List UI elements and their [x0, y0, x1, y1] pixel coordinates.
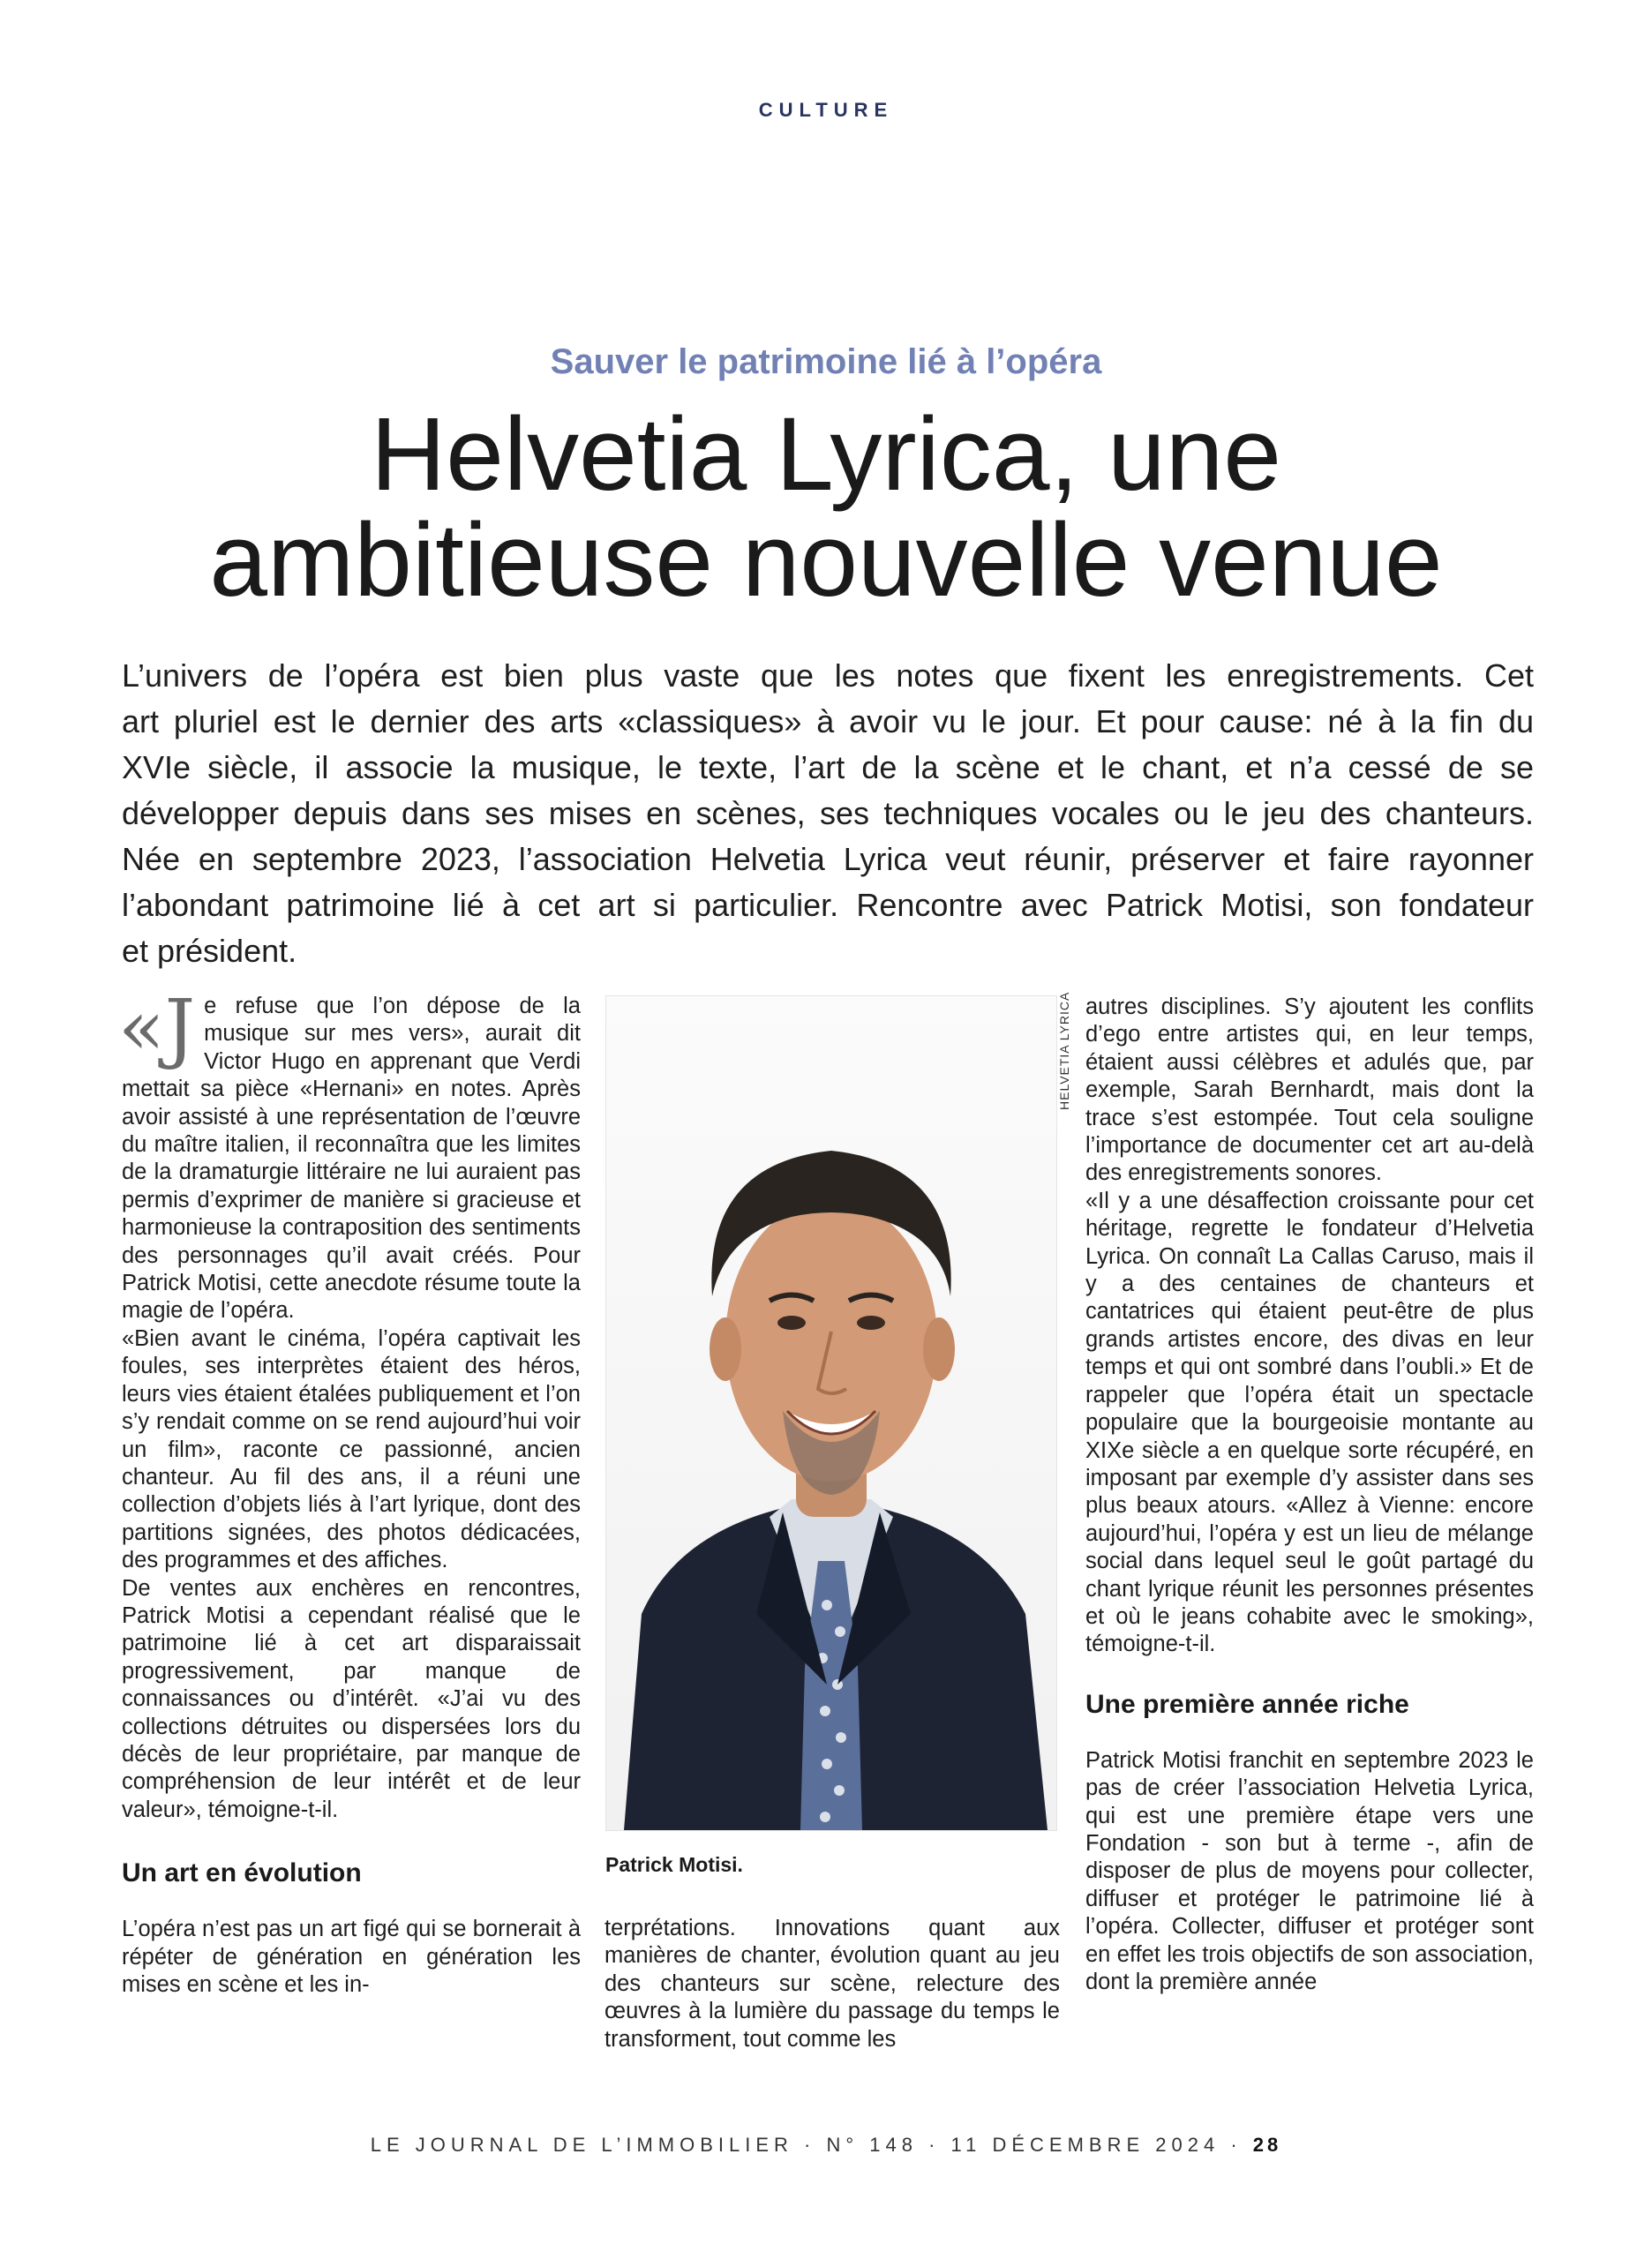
body-paragraph: terprétations. Innovations quant aux manières de chanter, évolution quant au jeu des chanteurs sur scène, relecture des œuvres à la lumière du passage du temps le transforment, tout comme les: [604, 1916, 1060, 2052]
photo-caption: Patrick Motisi.: [605, 1853, 743, 1876]
lead-line: L’univers de l’opéra est bien plus vaste que les notes que fixent les enregistrements. Cet: [122, 657, 1534, 694]
headline-line-2: ambitieuse nouvelle venue: [209, 502, 1443, 619]
body-paragraph: L’opéra n’est pas un art figé qui se bornerait à répéter de génération en génération les mises en scène et les in-: [122, 1917, 581, 1997]
lead-line: art pluriel est le dernier des arts «classiques» à avoir vu le jour. Et pour cause: né à la fin du: [122, 703, 1534, 739]
subheading: Une première année riche: [1085, 1689, 1409, 1719]
body-paragraph: «Bien avant le cinéma, l’opéra captivait les foules, ses interprètes étaient des héros, leurs vies étaient étalées publiquement et l’on s’y rendait comme on se rend aujourd’hui voir un film», raconte ce passionné, ancien chanteur. Au fil des ans, il a réuni une collection d’objets liés à l’art lyrique, dont des partitions signées, des photos dédicacées, des programmes et des affiches.: [122, 1325, 581, 1573]
lead-line: XVIe siècle, il associe la musique, le texte, l’art de la scène et le chant, et n’a cessé de se: [122, 749, 1534, 785]
lead-line: développer depuis dans ses mises en scènes, ses techniques vocales ou le jeu des chanteurs.: [122, 795, 1534, 831]
body-column-3: [1085, 994, 1534, 1996]
lead-line: Née en septembre 2023, l’association Helvetia Lyrica veut réunir, préserver et faire rayonner: [122, 841, 1534, 877]
section-label: CULTURE: [758, 99, 894, 121]
article-lead: [122, 653, 1534, 974]
portrait-photo: [605, 995, 1057, 1831]
body-paragraph: «Je refuse que l’on dépose de la musique sur mes vers», aurait dit Victor Hugo en apprenant que Verdi mettait sa pièce «Hernani» en notes. Après avoir assisté à une représentation de l’œuvre du maître italien, il reconnaîtra que les limites de la dramaturgie littéraire ne lui auraient pas permis d’exprimer de manière si gracieuse et harmonieuse la contraposition des sentiments des personnages qu’il avait créés. Pour Patrick Motisi, cette anecdote résume toute la magie de l’opéra.: [118, 984, 581, 1324]
photo-credit: HELVETIA LYRICA: [1057, 991, 1071, 1110]
publication-info: LE JOURNAL DE L’IMMOBILIER · N° 148 · 11 DÉCEMBRE 2024 ·: [370, 2134, 1243, 2156]
body-paragraph: Patrick Motisi franchit en septembre 2023 le pas de créer l’association Helvetia Lyrica, qui est une première étape vers une Fondation - son but à terme -, afin de disposer de plus de moyens pour collecter, diffuser et protéger le patrimoine lié à l’opéra. Collecter, diffuser et protéger sont en effet les trois objectifs de son association, dont la première année: [1085, 1747, 1534, 1994]
article-headline: [0, 396, 1652, 619]
body-paragraph: autres disciplines. S’y ajoutent les conflits d’ego entre artistes qui, en leur temps, étaient aussi célèbres et adulés que, par exemple, Sarah Bernhardt, mais dont la trace s’est estompée. Tout cela souligne l’importance de documenter cet art au-delà des enregistrements sonores.: [1085, 994, 1534, 1186]
subheading: Un art en évolution: [122, 1858, 362, 1888]
article-kicker: Sauver le patrimoine lié à l’opéra: [550, 342, 1102, 381]
body-paragraph: «Il y a une désaffection croissante pour cet héritage, regrette le fondateur d’Helvetia Lyrica. On connaît La Callas Caruso, mais il y a des centaines de chanteurs et cantatrices qui étaient peut-être de plus grands artistes encore, des divas en leur temps et qui ont sombré dans l’oubli.» Et de rappeler que l’opéra était un spectacle populaire que la bourgeoisie montante au XIXe siècle a en quelque sorte récupéré, en imposant par exemple d’y assister dans ses plus beaux atours. «Allez à Vienne: encore aujourd’hui, l’opéra y est un lieu de mélange social dans lequel seul le goût partagé du chant lyrique réunit les personnes présentes et où le jeans cohabite avec le smoking», témoigne-t-il.: [1085, 1188, 1534, 1657]
lead-line: et président.: [122, 933, 297, 969]
body-paragraph: De ventes aux enchères en rencontres, Patrick Motisi a cependant réalisé que le patrimoine lié à cet art disparaissait progressivement, par manque de connaissances ou d’intérêt. «J’ai vu des collections détruites ou dispersées lors du décès de leur propriétaire, par manque de compréhension de leur intérêt et de leur valeur», témoigne-t-il.: [122, 1575, 581, 1822]
lead-line: l’abondant patrimoine lié à cet art si particulier. Rencontre avec Patrick Motisi, son fondateur: [122, 887, 1534, 923]
portrait-illustration: [606, 996, 1056, 1830]
page-number: 28: [1252, 2134, 1282, 2156]
body-column-2: [604, 1915, 1060, 2053]
drop-cap: «J: [118, 984, 196, 1072]
page-footer: [0, 2134, 1652, 2157]
headline-line-1: Helvetia Lyrica, une: [371, 396, 1281, 513]
body-column-1: [118, 984, 581, 1999]
